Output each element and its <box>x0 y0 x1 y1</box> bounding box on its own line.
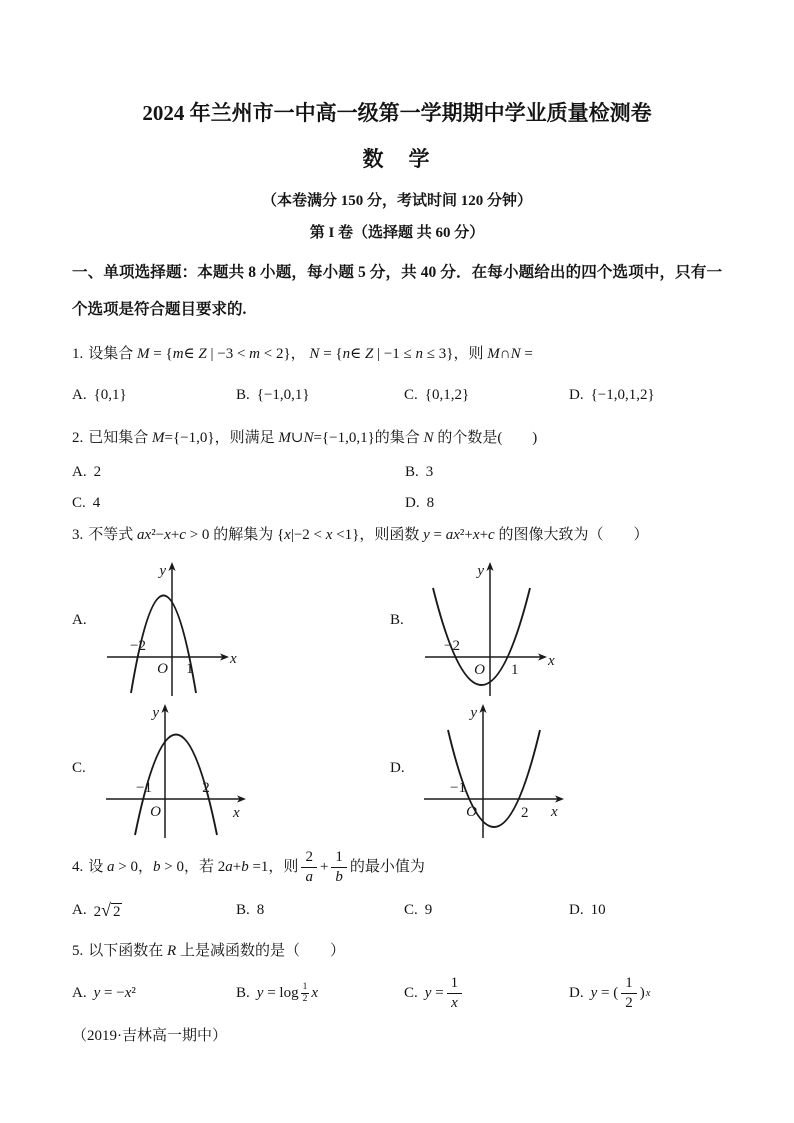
fraction-2-over-a: $\frac{2}{a}$ <box>301 849 317 886</box>
question-2-options-row1 <box>72 464 722 481</box>
fraction-1-over-x: $\frac{1}{x}$ <box>447 975 463 1012</box>
question-5-stem <box>72 941 722 962</box>
option-1c: C. {0,1,2} <box>404 387 470 403</box>
right-root-label: 2 <box>202 780 210 796</box>
graph-option-c <box>72 702 390 840</box>
x-axis-label: x <box>551 804 558 820</box>
option-1d: D. {−1,0,1,2} <box>569 387 655 403</box>
option-4b: B. 8 <box>236 902 265 918</box>
option-4a: A. 2√ 2 <box>72 900 121 920</box>
question-2-stem <box>72 428 722 449</box>
question-1-number: 1. <box>72 346 84 362</box>
left-root-label: −2 <box>444 638 460 654</box>
source-note: （2019·吉林高一期中） <box>72 1028 227 1044</box>
radical-expression: 2√ 2 <box>93 900 121 920</box>
exponent-x: x <box>645 987 651 999</box>
exam-info: （本卷满分 150 分，考试时间 120 分钟） <box>261 193 532 209</box>
option-2a: A. 2 <box>72 464 102 480</box>
question-3-graphs <box>72 560 722 840</box>
option-5b: B. y = log $\frac{1}{2}$ x <box>236 981 318 1004</box>
question-1-stem <box>72 344 722 365</box>
question-4-stem <box>72 844 722 890</box>
graph-c-parabola-down <box>100 702 252 840</box>
origin-label: O <box>157 661 168 677</box>
question-1-text: 设集合 M = {m∈ Z | −3 < m < 2}， N = {n∈ Z | −1 ≤ n ≤ 3}，则 M∩N = <box>88 346 533 362</box>
origin-label: O <box>474 662 485 678</box>
origin-label: O <box>466 804 477 820</box>
fraction-1-over-2: $\frac{1}{2}$ <box>621 975 637 1012</box>
y-axis-label: y <box>470 705 477 721</box>
graph-c-label: C. <box>72 760 86 776</box>
graph-a-label: A. <box>72 612 87 628</box>
left-root-label: −2 <box>130 638 146 654</box>
fraction-1-over-b: $\frac{1}{b}$ <box>331 849 347 886</box>
part-title: 第 I 卷（选择题 共 60 分） <box>309 225 485 241</box>
x-axis-label: x <box>233 805 240 821</box>
graph-option-d <box>390 702 722 840</box>
option-5a: A. y = −x² <box>72 984 136 1001</box>
sqrt-sign: √ <box>101 900 111 920</box>
graph-b-parabola-up <box>418 560 558 698</box>
exam-subject: 数 学 <box>362 147 432 171</box>
option-2b: B. 3 <box>405 464 434 480</box>
y-axis-label: y <box>152 705 159 721</box>
log-base-one-half: $\frac{1}{2}$ <box>302 981 308 1004</box>
graph-d-label: D. <box>390 760 405 776</box>
question-5-options <box>72 970 722 1016</box>
question-4-text-prefix: 设 a > 0，b > 0，若 2a+b =1，则 <box>88 858 299 875</box>
question-5-text: 以下函数在 R 上是减函数的是（ ） <box>88 943 345 959</box>
option-5d: D. y = ( $\frac{1}{2}$ ) x <box>569 974 651 1011</box>
option-4d: D. 10 <box>569 902 606 918</box>
left-root-label: −1 <box>136 780 152 796</box>
question-3-text: 不等式 ax²−x+c > 0 的解集为 {x|−2 < x <1}，则函数 y = ax²+x+c 的图像大致为（ ） <box>88 527 649 543</box>
question-4-options <box>72 900 722 921</box>
section-intro: 一、单项选择题：本题共 8 小题，每小题 5 分，共 40 分．在每小题给出的四个选项中，只有一个选项是符合题目要求的. <box>72 264 722 318</box>
right-root-label: 1 <box>511 662 519 678</box>
question-2-number: 2. <box>72 430 84 446</box>
origin-label: O <box>150 804 161 820</box>
question-4-text-suffix: 的最小值为 <box>349 858 425 875</box>
option-4c: C. 9 <box>404 902 433 918</box>
question-2-options-row2 <box>72 495 722 512</box>
question-3-number: 3. <box>72 527 84 543</box>
graph-a-parabola-down <box>100 560 240 698</box>
left-root-label: −1 <box>450 780 466 796</box>
graph-option-b <box>390 560 722 698</box>
option-2d: D. 8 <box>405 495 435 511</box>
graph-b-label: B. <box>390 612 404 628</box>
close-paren: ) <box>639 984 645 1001</box>
graph-d-parabola-up <box>418 702 570 840</box>
plus-sign: + <box>319 858 329 875</box>
option-5c: C. y = $\frac{1}{x}$ <box>404 975 569 1012</box>
y-axis-label: y <box>159 563 166 579</box>
question-4-number: 4. <box>72 858 84 875</box>
option-2c: C. 4 <box>72 495 101 511</box>
option-1b: B. {−1,0,1} <box>236 387 310 403</box>
right-root-label: 2 <box>521 805 529 821</box>
right-root-label: 1 <box>186 661 194 677</box>
exam-title: 2024 年兰州市一中高一级第一学期期中学业质量检测卷 <box>142 101 652 125</box>
option-1a: A. {0,1} <box>72 387 127 403</box>
graph-option-a <box>72 560 390 698</box>
y-axis-label: y <box>477 563 484 579</box>
question-5-number: 5. <box>72 943 84 959</box>
question-1-options <box>72 387 722 404</box>
question-3-stem <box>72 525 722 546</box>
x-axis-label: x <box>230 651 237 667</box>
x-axis-label: x <box>548 653 555 669</box>
question-2-text: 已知集合 M={−1,0}，则满足 M∪N={−1,0,1}的集合 N 的个数是( ) <box>88 430 538 446</box>
